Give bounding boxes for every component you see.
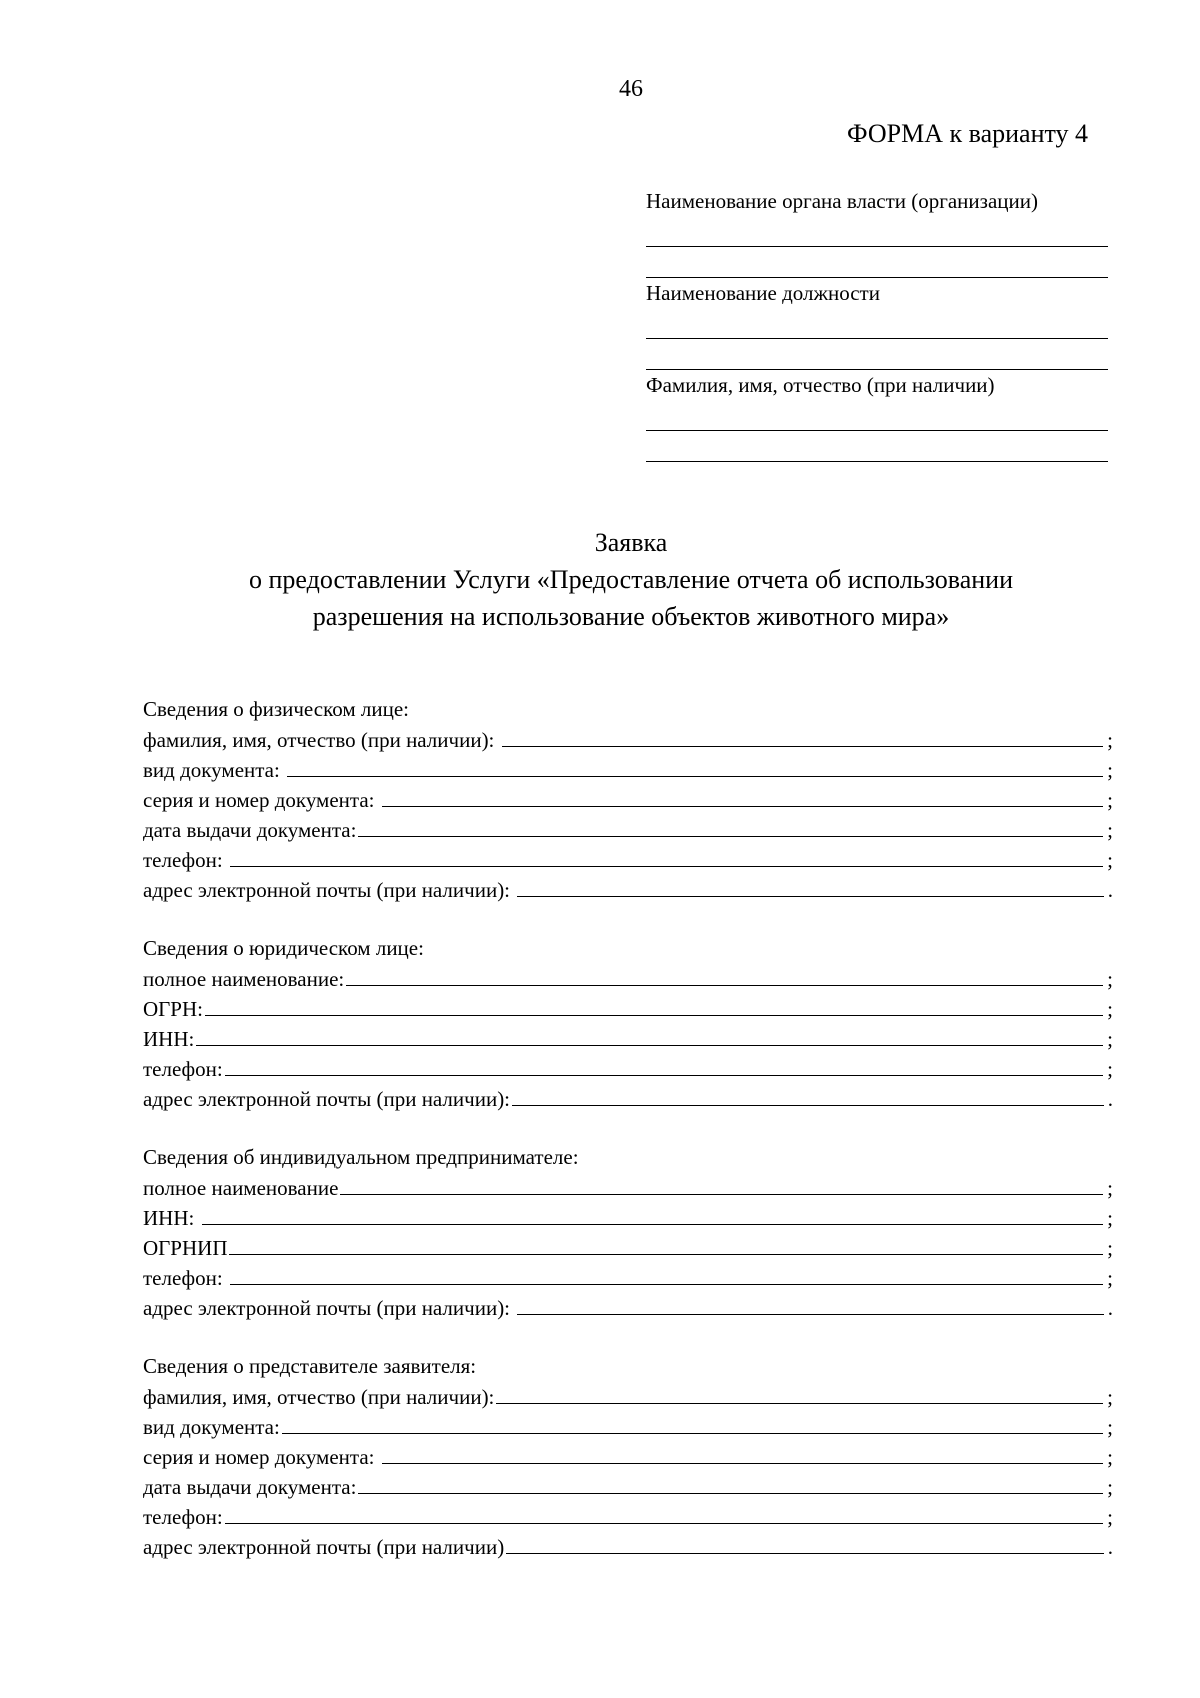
form-field-row: [143, 1531, 1113, 1561]
title-line-3: разрешения на использование объектов животного мира»: [312, 602, 950, 631]
fill-in-line[interactable]: [229, 1232, 1103, 1255]
field-label: ОГРН:: [143, 997, 203, 1021]
addressee-position-label: Наименование должности: [646, 281, 880, 305]
fill-in-line[interactable]: [225, 1501, 1103, 1524]
form-field-row: [143, 844, 1113, 874]
field-terminator: ;: [1107, 788, 1113, 812]
fill-in-line[interactable]: [346, 963, 1103, 986]
section-individual: [143, 694, 1113, 904]
fill-in-line[interactable]: [517, 874, 1103, 897]
field-label: адрес электронной почты (при наличии):: [143, 1296, 516, 1320]
field-label: телефон:: [143, 1505, 223, 1529]
field-label: фамилия, имя, отчество (при наличии):: [143, 1385, 495, 1409]
field-label: вид документа:: [143, 758, 286, 782]
field-label: адрес электронной почты (при наличии): [143, 1535, 505, 1559]
field-terminator: ;: [1107, 1176, 1113, 1200]
fill-in-line[interactable]: [382, 784, 1103, 807]
field-terminator: ;: [1107, 1057, 1113, 1081]
fill-in-line[interactable]: [196, 1023, 1103, 1046]
field-terminator: ;: [1107, 1445, 1113, 1469]
form-field-row: [143, 784, 1113, 814]
fill-in-line[interactable]: [517, 1292, 1103, 1315]
fill-in-line[interactable]: [282, 1411, 1103, 1434]
form-field-row: [143, 1501, 1113, 1531]
form-fields: [143, 694, 1113, 1590]
field-label: дата выдачи документа:: [143, 1475, 357, 1499]
form-field-row: [143, 1381, 1113, 1411]
field-label: серия и номер документа:: [143, 1445, 380, 1469]
addressee-authority: [646, 186, 1108, 278]
form-field-row: [143, 1232, 1113, 1262]
fill-in-line[interactable]: [205, 993, 1103, 1016]
fill-in-line[interactable]: [230, 1262, 1103, 1285]
addressee-authority-label: Наименование органа власти (организации): [646, 189, 1038, 213]
form-field-row: [143, 1262, 1113, 1292]
fill-in-line[interactable]: [512, 1083, 1104, 1106]
field-label: телефон:: [143, 1057, 223, 1081]
field-terminator: ;: [1107, 967, 1113, 991]
document-title: [0, 524, 1200, 635]
form-field-row: [143, 1411, 1113, 1441]
field-label: телефон:: [143, 1266, 228, 1290]
fill-in-line[interactable]: [502, 724, 1104, 747]
fill-in-line[interactable]: [506, 1531, 1104, 1554]
section-entrepreneur: [143, 1142, 1113, 1322]
field-label: адрес электронной почты (при наличии):: [143, 878, 516, 902]
field-label: ОГРНИП: [143, 1236, 228, 1260]
field-terminator: ;: [1107, 728, 1113, 752]
field-terminator: ;: [1107, 848, 1113, 872]
field-terminator: .: [1107, 878, 1113, 902]
form-field-row: [143, 1053, 1113, 1083]
form-field-row: [143, 993, 1113, 1023]
field-terminator: .: [1107, 1296, 1113, 1320]
addressee-name: [646, 370, 1108, 462]
section-legal-entity: [143, 933, 1113, 1113]
title-line-2: о предоставлении Услуги «Предоставление отчета об использовании: [248, 565, 1014, 594]
form-field-row: [143, 754, 1113, 784]
title-line-1: Заявка: [594, 528, 668, 557]
section-heading: Сведения о юридическом лице:: [143, 936, 424, 960]
addressee-name-label: Фамилия, имя, отчество (при наличии): [646, 373, 995, 397]
field-label: ИНН:: [143, 1027, 195, 1051]
page-number: 46: [619, 76, 643, 102]
form-field-row: [143, 1441, 1113, 1471]
form-field-row: [143, 814, 1113, 844]
form-field-row: [143, 1083, 1113, 1113]
form-field-row: [143, 1172, 1113, 1202]
field-terminator: .: [1107, 1535, 1113, 1559]
field-terminator: ;: [1107, 818, 1113, 842]
section-heading: Сведения о представителе заявителя:: [143, 1354, 477, 1378]
field-terminator: ;: [1107, 1027, 1113, 1051]
form-field-row: [143, 874, 1113, 904]
field-terminator: ;: [1107, 1236, 1113, 1260]
field-label: дата выдачи документа:: [143, 818, 357, 842]
addressee-name-line-1[interactable]: [646, 430, 1108, 431]
field-label: полное наименование: [143, 1176, 339, 1200]
section-heading: Сведения об индивидуальном предпринимателе:: [143, 1145, 579, 1169]
field-label: серия и номер документа:: [143, 788, 380, 812]
field-label: полное наименование:: [143, 967, 345, 991]
fill-in-line[interactable]: [230, 844, 1103, 867]
addressee-block: [646, 186, 1108, 462]
fill-in-line[interactable]: [382, 1441, 1103, 1464]
field-terminator: ;: [1107, 1415, 1113, 1439]
section-representative: [143, 1351, 1113, 1561]
addressee-position: [646, 278, 1108, 370]
fill-in-line[interactable]: [358, 814, 1103, 837]
field-label: фамилия, имя, отчество (при наличии):: [143, 728, 500, 752]
form-label: ФОРМА к варианту 4: [847, 119, 1088, 148]
fill-in-line[interactable]: [202, 1202, 1104, 1225]
field-label: телефон:: [143, 848, 228, 872]
field-terminator: ;: [1107, 758, 1113, 782]
addressee-authority-line-1[interactable]: [646, 246, 1108, 247]
field-label: адрес электронной почты (при наличии):: [143, 1087, 511, 1111]
section-heading: Сведения о физическом лице:: [143, 697, 409, 721]
addressee-name-line-2[interactable]: [646, 461, 1108, 462]
form-field-row: [143, 1023, 1113, 1053]
field-label: ИНН:: [143, 1206, 200, 1230]
fill-in-line[interactable]: [340, 1172, 1103, 1195]
form-field-row: [143, 963, 1113, 993]
form-field-row: [143, 1471, 1113, 1501]
field-terminator: ;: [1107, 1266, 1113, 1290]
addressee-position-line-1[interactable]: [646, 338, 1108, 339]
field-label: вид документа:: [143, 1415, 280, 1439]
field-terminator: ;: [1107, 1475, 1113, 1499]
fill-in-line[interactable]: [358, 1471, 1103, 1494]
fill-in-line[interactable]: [496, 1381, 1103, 1404]
form-field-row: [143, 1292, 1113, 1322]
field-terminator: .: [1107, 1087, 1113, 1111]
fill-in-line[interactable]: [287, 754, 1103, 777]
field-terminator: ;: [1107, 1206, 1113, 1230]
field-terminator: ;: [1107, 997, 1113, 1021]
form-field-row: [143, 724, 1113, 754]
field-terminator: ;: [1107, 1505, 1113, 1529]
fill-in-line[interactable]: [225, 1053, 1103, 1076]
form-field-row: [143, 1202, 1113, 1232]
field-terminator: ;: [1107, 1385, 1113, 1409]
